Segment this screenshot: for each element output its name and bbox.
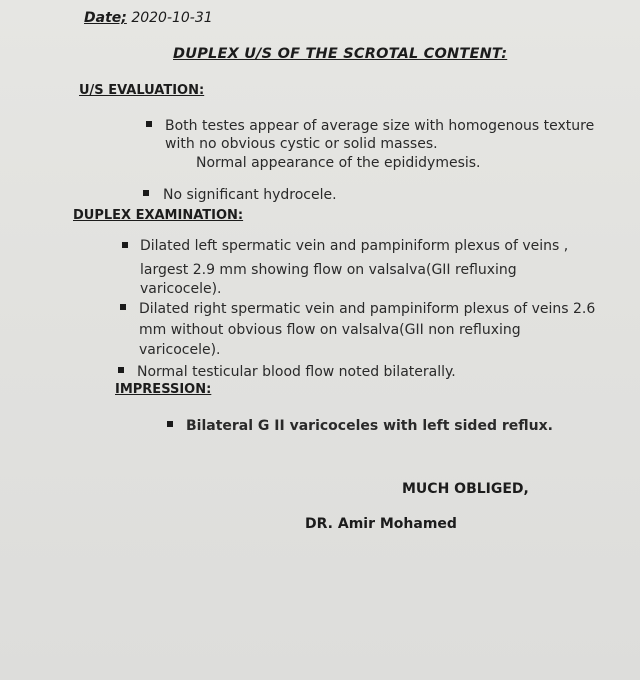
impression-heading: IMPRESSION:: [115, 382, 212, 397]
date-value: 2020-10-31: [131, 10, 213, 26]
duplex-item-3-line-1: Normal testicular blood flow noted bilaterally.: [137, 364, 456, 380]
duplex-examination-heading: DUPLEX EXAMINATION:: [73, 208, 244, 223]
bullet-icon: [146, 121, 152, 127]
closing-text: MUCH OBLIGED,: [402, 481, 529, 497]
impression-item-1-line-1: Bilateral G II varicoceles with left sided reflux.: [186, 418, 553, 434]
duplex-item-1-line-2: largest 2.9 mm showing flow on valsalva(GII refluxing: [140, 262, 517, 278]
us-eval-item-1-line-1: Both testes appear of average size with homogenous texture: [165, 118, 595, 134]
duplex-item-2-line-3: varicocele).: [139, 342, 221, 358]
us-eval-item-1-line-2: with no obvious cystic or solid masses.: [165, 136, 438, 152]
bullet-icon: [118, 367, 124, 373]
date-label: Date;: [84, 10, 127, 26]
duplex-item-2-line-2: mm without obvious flow on valsalva(GII non refluxing: [139, 322, 521, 338]
date-line: [84, 10, 213, 27]
us-eval-item-1-line-3: Normal appearance of the epididymesis.: [196, 155, 481, 171]
bullet-icon: [143, 190, 149, 196]
doctor-signature: DR. Amir Mohamed: [305, 516, 457, 532]
bullet-icon: [167, 421, 173, 427]
duplex-item-1-line-1: Dilated left spermatic vein and pampiniform plexus of veins ,: [140, 238, 569, 254]
duplex-item-2-line-1: Dilated right spermatic vein and pampiniform plexus of veins 2.6: [139, 301, 596, 317]
us-eval-item-2-line-1: No significant hydrocele.: [163, 187, 337, 203]
bullet-icon: [120, 304, 126, 310]
bullet-icon: [122, 242, 128, 248]
us-evaluation-heading: U/S EVALUATION:: [79, 83, 205, 98]
report-title: DUPLEX U/S OF THE SCROTAL CONTENT:: [173, 46, 508, 62]
duplex-item-1-line-3: varicocele).: [140, 281, 222, 297]
